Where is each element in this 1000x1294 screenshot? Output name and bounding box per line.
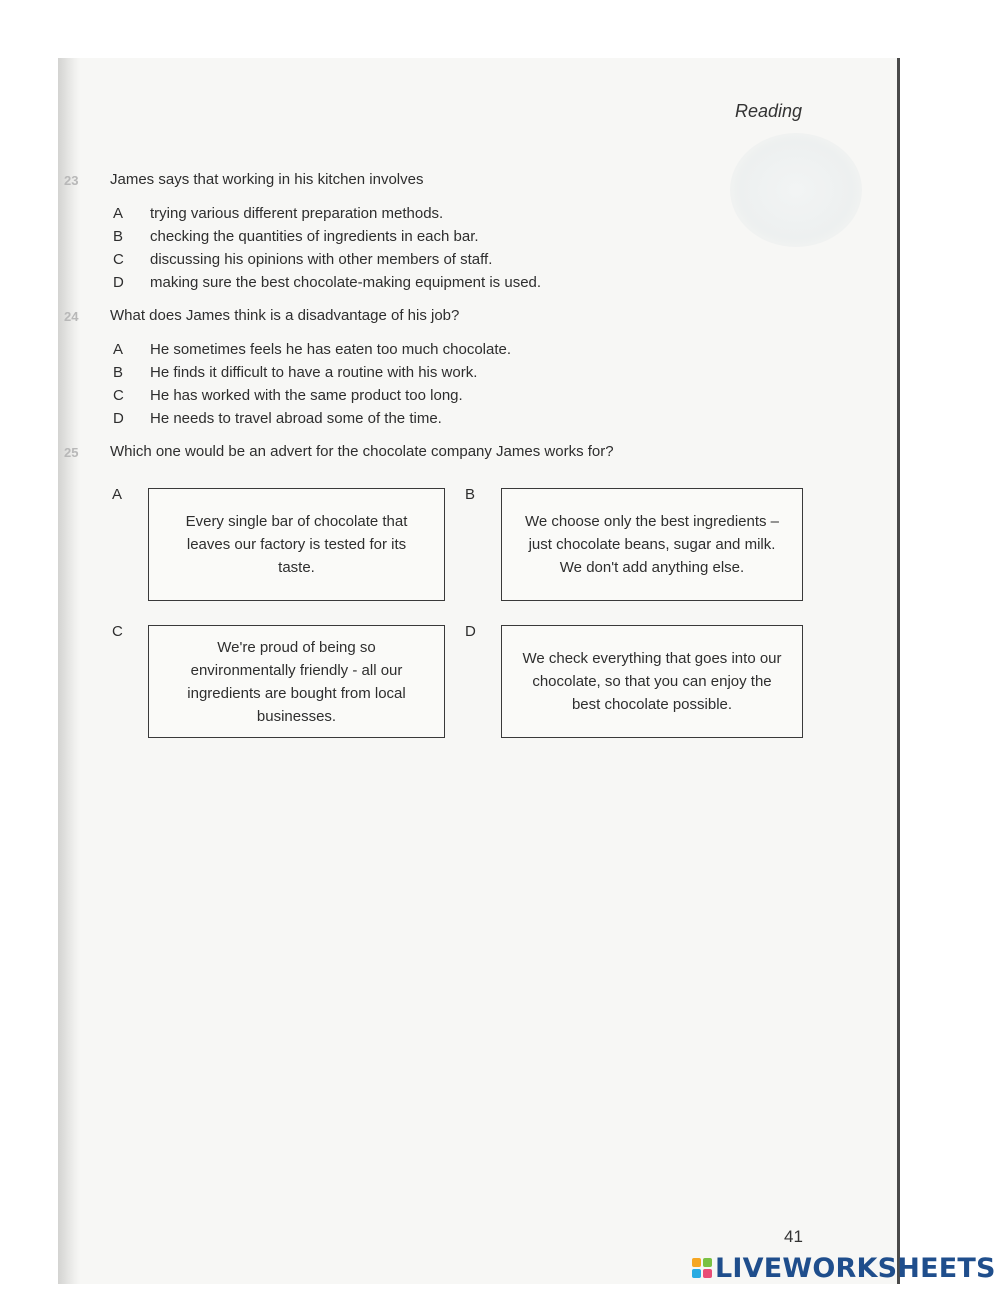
- question-number: 23: [64, 173, 79, 188]
- option-letter: D: [113, 274, 124, 291]
- option-text: making sure the best chocolate-making equipment is used.: [150, 274, 542, 291]
- question-text: What does James think is a disadvantage of his job?: [110, 307, 460, 324]
- option-letter: C: [113, 387, 124, 404]
- page-spine-shadow: [58, 58, 80, 1284]
- liveworksheets-icon: [692, 1258, 712, 1278]
- page-number: 41: [784, 1227, 803, 1246]
- option-text: He finds it difficult to have a routine with his work.: [150, 364, 478, 381]
- page-edge-line: [897, 58, 900, 1284]
- option-text: checking the quantities of ingredients in each bar.: [150, 228, 479, 245]
- option-text: He has worked with the same product too long.: [150, 387, 463, 404]
- advert-letter: B: [465, 486, 476, 503]
- advert-letter: D: [465, 623, 476, 640]
- option-text: He needs to travel abroad some of the time.: [150, 410, 442, 427]
- faded-stamp: [730, 133, 862, 247]
- advert-box: We choose only the best ingredients – just chocolate beans, sugar and milk. We don't add anything else.: [501, 488, 803, 601]
- option-text: discussing his opinions with other members of staff.: [150, 251, 493, 268]
- option-text: trying various different preparation methods.: [150, 205, 444, 222]
- option-letter: D: [113, 410, 124, 427]
- option-letter: A: [113, 205, 124, 222]
- option-text: He sometimes feels he has eaten too much chocolate.: [150, 341, 512, 358]
- advert-letter: A: [112, 486, 123, 503]
- question-number: 24: [64, 309, 79, 324]
- logo-square: [703, 1269, 712, 1278]
- brand-name: LIVEWORKSHEETS: [715, 1252, 996, 1284]
- advert-letter: C: [112, 623, 123, 640]
- advert-box: We check everything that goes into our chocolate, so that you can enjoy the best chocolate possible.: [501, 625, 803, 738]
- option-letter: B: [113, 228, 124, 245]
- advert-box: We're proud of being so environmentally friendly - all our ingredients are bought from local businesses.: [148, 625, 445, 738]
- option-letter: A: [113, 341, 124, 358]
- question-number: 25: [64, 445, 79, 460]
- option-letter: B: [113, 364, 124, 381]
- logo-square: [692, 1258, 701, 1267]
- section-title: Reading: [735, 101, 803, 121]
- logo-square: [703, 1258, 712, 1267]
- logo-square: [692, 1269, 701, 1278]
- question-text: James says that working in his kitchen involves: [110, 171, 424, 188]
- question-text: Which one would be an advert for the chocolate company James works for?: [110, 443, 614, 460]
- liveworksheets-logo[interactable]: [692, 1251, 996, 1285]
- option-letter: C: [113, 251, 124, 268]
- advert-box: Every single bar of chocolate that leaves our factory is tested for its taste.: [148, 488, 445, 601]
